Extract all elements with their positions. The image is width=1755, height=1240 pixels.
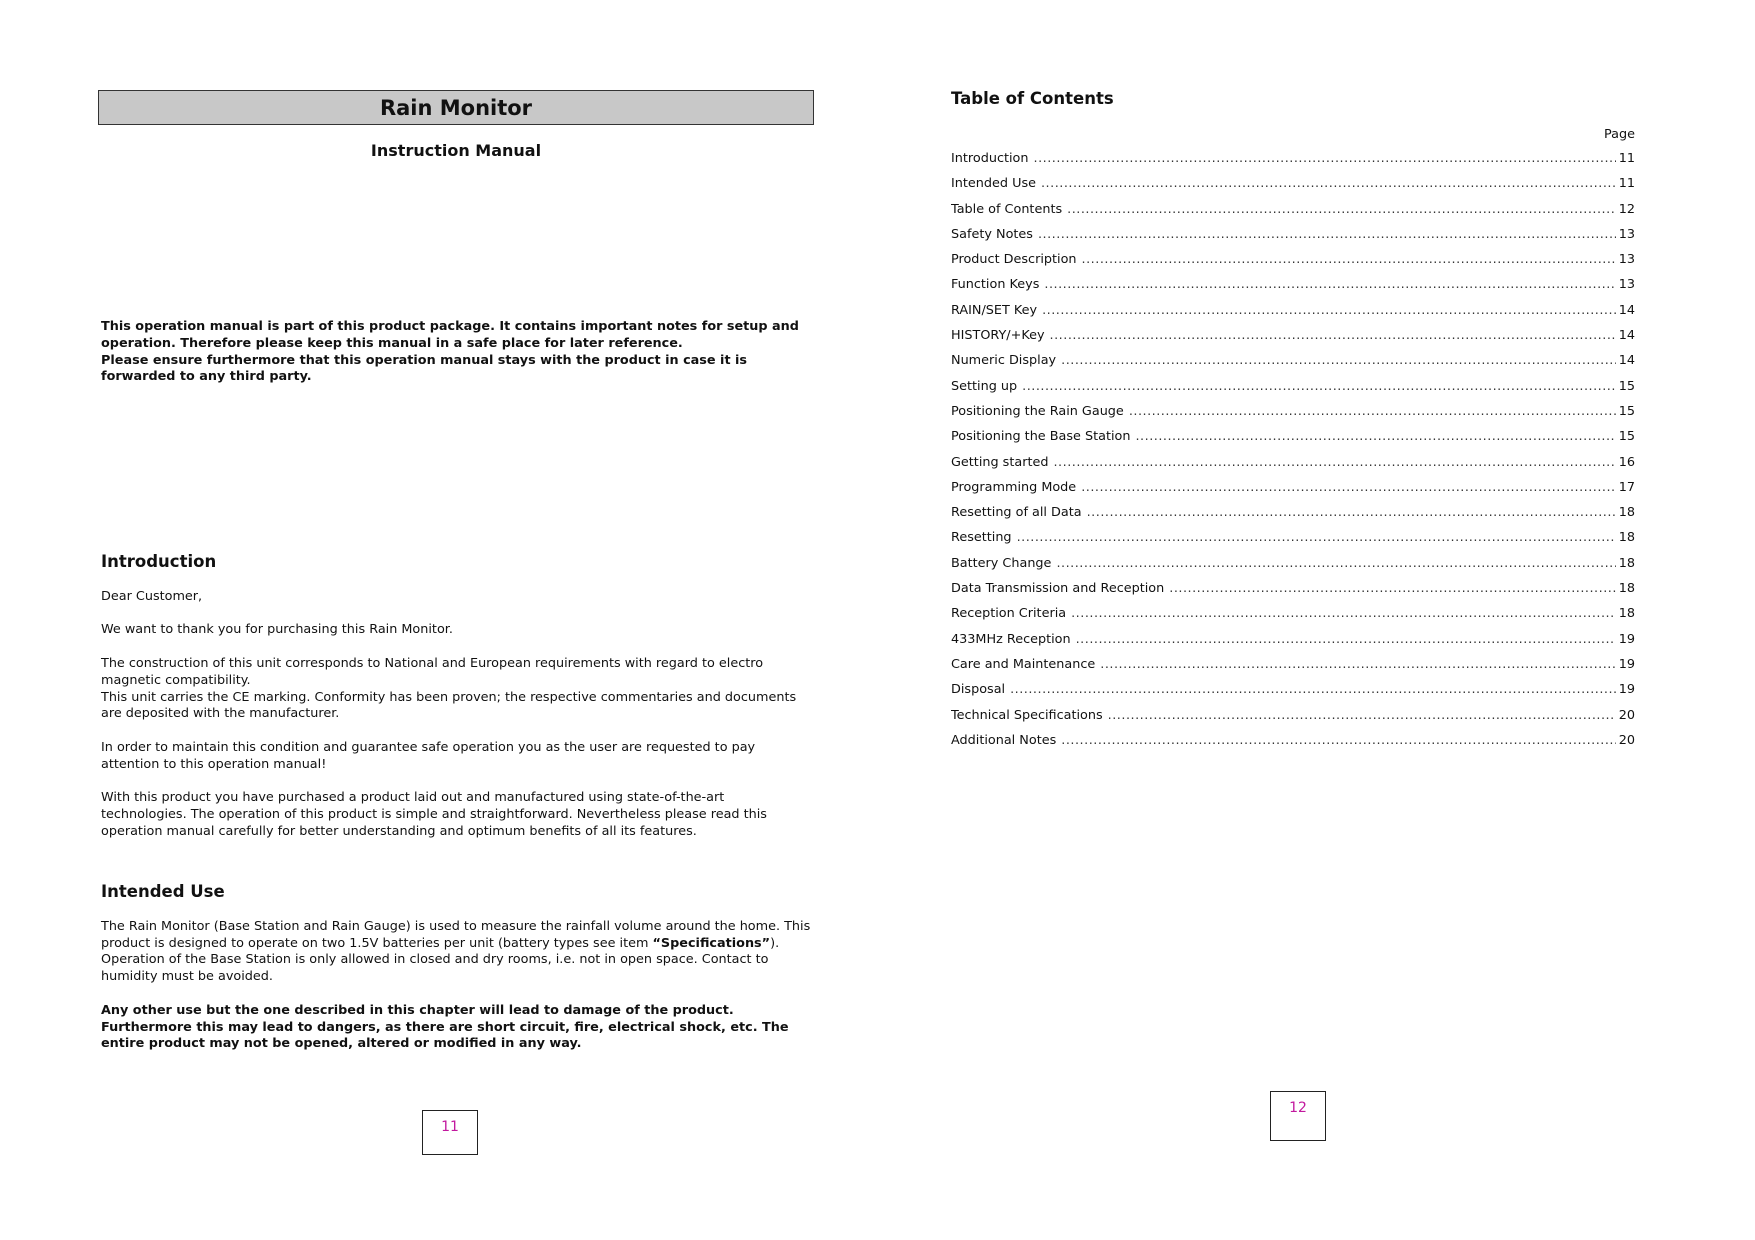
toc-entry-page: 17	[1618, 479, 1635, 495]
toc-entry-title: Function Keys	[951, 277, 1040, 293]
toc-entry-title: Disposal	[951, 682, 1006, 698]
intended-use-heading: Intended Use	[101, 882, 225, 901]
toc-entry[interactable]	[951, 657, 1635, 682]
toc-dot-leader	[1022, 379, 1616, 394]
toc-entry-title: 433MHz Reception	[951, 631, 1071, 647]
toc-entry[interactable]	[951, 252, 1635, 277]
toc-entry[interactable]	[951, 632, 1635, 657]
toc-entry-page: 20	[1618, 707, 1635, 723]
toc-entry[interactable]	[951, 455, 1635, 480]
page-number-right: 12	[1270, 1091, 1326, 1141]
toc-entry-page: 16	[1618, 454, 1635, 470]
toc-entry-title: Setting up	[951, 378, 1018, 394]
toc-dot-leader	[1056, 556, 1615, 571]
notice-paragraph-1: This operation manual is part of this product package. It contains important notes for setup and operation. Therefore please keep this manual in a safe place for later reference.	[101, 319, 799, 351]
toc-entry[interactable]	[951, 277, 1635, 302]
toc-entry-title: Numeric Display	[951, 353, 1057, 369]
toc-dot-leader	[1108, 708, 1616, 723]
toc-entry-page: 13	[1618, 252, 1635, 268]
toc-dot-leader	[1129, 404, 1616, 419]
toc-dot-leader	[1061, 733, 1615, 748]
toc-entry-page: 19	[1618, 656, 1635, 672]
toc-entry-page: 14	[1618, 302, 1635, 318]
toc-dot-leader	[1082, 252, 1616, 267]
toc-entry-title: Battery Change	[951, 555, 1052, 571]
toc-entry-title: Resetting	[951, 530, 1012, 546]
toc-dot-leader	[1010, 682, 1616, 697]
toc-entry[interactable]	[951, 530, 1635, 555]
toc-dot-leader	[1087, 505, 1616, 520]
toc-entry-page: 15	[1618, 378, 1635, 394]
toc-dot-leader	[1044, 277, 1615, 292]
toc-entry[interactable]	[951, 429, 1635, 454]
toc-dot-leader	[1038, 227, 1616, 242]
toc-dot-leader	[1100, 657, 1615, 672]
notice-block	[101, 319, 811, 386]
toc-entry-title: Reception Criteria	[951, 606, 1067, 622]
toc-entry-title: Programming Mode	[951, 479, 1077, 495]
page-number-left: 11	[422, 1110, 478, 1155]
toc-entry-title: Additional Notes	[951, 732, 1057, 748]
warning-text: Any other use but the one described in this chapter will lead to damage of the product. Furthermore this may lead to dangers, as there are short circuit, fire, electrical shock, etc. The entire product may not be opened, altered or modified in any way.	[101, 1002, 789, 1052]
toc-entry-page: 18	[1618, 581, 1635, 597]
introduction-heading: Introduction	[101, 552, 217, 571]
toc-dot-leader	[1067, 202, 1616, 217]
toc-entry-page: 13	[1618, 277, 1635, 293]
intended-use-text-b: ). Operation of the Base Station is only allowed in closed and dry rooms, i.e. not in open space. Contact to humidity must be avoided.	[101, 935, 780, 985]
toc-entry-title: Technical Specifications	[951, 707, 1103, 723]
ce-marking-text: This unit carries the CE marking. Conformity has been proven; the respective commentaries and documents are deposited with the manufacturer.	[101, 689, 797, 722]
toc-dot-leader	[1076, 632, 1616, 647]
manual-title: Rain Monitor	[98, 90, 814, 125]
toc-entry-page: 20	[1618, 732, 1635, 748]
toc-entry-title: Product Description	[951, 252, 1077, 268]
toc-entry[interactable]	[951, 505, 1635, 530]
toc-entry-page: 18	[1618, 555, 1635, 571]
toc-entry-page: 18	[1618, 530, 1635, 546]
maintain-text: In order to maintain this condition and guarantee safe operation you as the user are requested to pay attention to this operation manual!	[101, 739, 756, 772]
intended-use-text-a: The Rain Monitor (Base Station and Rain Gauge) is used to measure the rainfall volume around the home. This product is designed to operate on two 1.5V batteries per unit (battery types see item	[101, 918, 811, 951]
toc-entry-page: 12	[1618, 201, 1635, 217]
toc-entry-page: 11	[1618, 176, 1635, 192]
toc-entry-title: Intended Use	[951, 176, 1036, 192]
toc-dot-leader	[1061, 353, 1616, 368]
toc-dot-leader	[1034, 151, 1616, 166]
notice-paragraph-2: Please ensure furthermore that this operation manual stays with the product in case it is forwarded to any third party.	[101, 352, 748, 385]
toc-entry-page: 14	[1618, 328, 1635, 344]
toc-entry-page: 18	[1618, 505, 1635, 521]
toc-dot-leader	[1050, 328, 1616, 343]
introduction-section	[101, 554, 813, 858]
toc-entry-page: 15	[1618, 429, 1635, 445]
toc-dot-leader	[1081, 480, 1616, 495]
toc-dot-leader	[1169, 581, 1615, 596]
thanks-text: We want to thank you for purchasing this Rain Monitor.	[101, 622, 453, 638]
toc-dot-leader	[1017, 530, 1616, 545]
toc-entry-page: 15	[1618, 403, 1635, 419]
technologies-text: With this product you have purchased a product laid out and manufactured using state-of-the-art technologies. The operation of this product is simple and straightforward. Nevertheless please read this operation manual carefully for better understanding and optimum benefits of all its features.	[101, 790, 767, 839]
toc-entry[interactable]	[951, 682, 1635, 707]
intended-use-section	[101, 884, 813, 1070]
toc-page-header: Page	[1604, 127, 1635, 142]
toc-dot-leader	[1071, 606, 1616, 621]
toc-entry[interactable]	[951, 379, 1635, 404]
toc-entry-title: Table of Contents	[951, 201, 1063, 217]
toc-dot-leader	[1135, 429, 1615, 444]
toc-entry-title: Getting started	[951, 454, 1049, 470]
intended-use-paragraph	[101, 919, 813, 986]
toc-entry-title: Resetting of all Data	[951, 505, 1082, 521]
toc-entry-title: HISTORY/+Key	[951, 328, 1045, 344]
toc-entry-title: Safety Notes	[951, 226, 1033, 242]
toc-entry[interactable]	[951, 227, 1635, 252]
toc-list	[951, 151, 1635, 758]
toc-entry[interactable]	[951, 328, 1635, 353]
toc-entry-title: RAIN/SET Key	[951, 302, 1038, 318]
toc-entry[interactable]	[951, 480, 1635, 505]
toc-entry[interactable]	[951, 303, 1635, 328]
greeting-text: Dear Customer,	[101, 588, 203, 604]
toc-entry-title: Data Transmission and Reception	[951, 581, 1165, 597]
toc-entry[interactable]	[951, 733, 1635, 758]
toc-entry[interactable]	[951, 176, 1635, 201]
toc-entry[interactable]	[951, 581, 1635, 606]
toc-dot-leader	[1042, 303, 1616, 318]
toc-dot-leader	[1041, 176, 1616, 191]
toc-entry-page: 14	[1618, 353, 1635, 369]
toc-entry[interactable]	[951, 404, 1635, 429]
toc-entry-title: Introduction	[951, 151, 1029, 166]
toc-entry-title: Positioning the Base Station	[951, 429, 1131, 445]
toc-entry[interactable]	[951, 151, 1635, 176]
toc-entry-page: 19	[1618, 682, 1635, 698]
toc-entry[interactable]	[951, 202, 1635, 227]
specifications-reference: “Specifications”	[652, 935, 771, 951]
toc-title: Table of Contents	[951, 89, 1114, 108]
toc-entry-page: 13	[1618, 226, 1635, 242]
toc-entry-page: 19	[1618, 631, 1635, 647]
toc-entry[interactable]	[951, 708, 1635, 733]
construction-text: The construction of this unit corresponds to National and European requirements with regard to electro magnetic compatibility.	[101, 655, 764, 688]
toc-entry-title: Positioning the Rain Gauge	[951, 403, 1124, 419]
toc-entry-page: 11	[1618, 151, 1635, 166]
toc-entry-title: Care and Maintenance	[951, 656, 1096, 672]
toc-entry[interactable]	[951, 556, 1635, 581]
toc-entry[interactable]	[951, 353, 1635, 378]
toc-dot-leader	[1053, 455, 1615, 470]
toc-entry-page: 18	[1618, 606, 1635, 622]
manual-subtitle: Instruction Manual	[370, 141, 542, 160]
toc-entry[interactable]	[951, 606, 1635, 631]
